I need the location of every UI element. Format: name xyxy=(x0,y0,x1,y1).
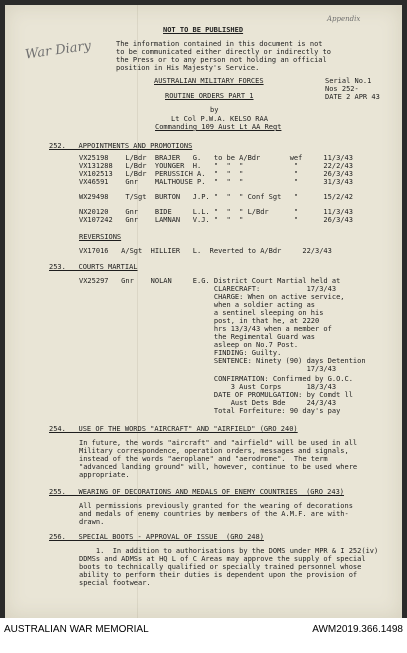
serial-nos: Nos 252- xyxy=(325,85,359,93)
section-252-heading: 252. APPOINTMENTS AND PROMOTIONS xyxy=(49,142,193,150)
notice-line: to be communicated either directly or indirectly to xyxy=(116,48,331,56)
document-page xyxy=(5,5,402,618)
section-256-line: 1. In addition to authorisations by the DOMS under MPR & I 252(iv) xyxy=(79,547,379,555)
notice-line: position in His Majesty's Service. xyxy=(116,64,260,72)
section-255-line: All permissions previously granted for the wearing of decorations xyxy=(79,502,353,510)
appointment-row: NX20120 Gnr BIDE L.L. " " " L/Bdr " 11/3/43 xyxy=(79,208,353,216)
court-martial-line: 17/3/43 xyxy=(79,365,337,373)
force-title: AUSTRALIAN MILITARY FORCES xyxy=(154,77,264,85)
court-martial-line: 3 Aust Corps 18/3/43 xyxy=(79,383,337,391)
reversion-row: VX17016 A/Sgt HILLIER L. Reverted to A/Bdr 22/3/43 xyxy=(79,247,332,255)
archive-accession-number: AWM2019.366.1498 xyxy=(312,624,403,635)
section-255-heading: 255. WEARING OF DECORATIONS AND MEDALS OF ENEMY COUNTRIES (GRO 243) xyxy=(49,488,345,496)
section-254-line: Military correspondence, operation orders, messages and signals, xyxy=(79,447,349,455)
appointment-row: VX46591 Gnr MALTHOUSE P. " " " " 31/3/43 xyxy=(79,178,353,186)
section-256-line: special footwear. xyxy=(79,579,151,587)
section-256-heading: 256. SPECIAL BOOTS - APPROVAL OF ISSUE (GRO 248) xyxy=(49,533,264,541)
section-254-heading: 254. USE OF THE WORDS "AIRCRAFT" AND "AIRFIELD" (GRO 240) xyxy=(49,425,298,433)
court-martial-line: asleep on No.7 Post. xyxy=(79,341,299,349)
court-martial-line: SENTENCE: Ninety (90) days Detention xyxy=(79,357,366,365)
appointment-row: VX102513 L/Bdr PERUSSICH A. " " " " 26/3/43 xyxy=(79,170,353,178)
serial-date: DATE 2 APR 43 xyxy=(325,93,380,101)
section-254-line: appropriate. xyxy=(79,471,130,479)
appointment-row: WX29498 T/Sgt BURTON J.P. " " " Conf Sgt " 15/2/42 xyxy=(79,193,353,201)
appointment-row: VX25198 L/Bdr BRAJER G. to be A/Bdr wef 11/3/43 xyxy=(79,154,353,162)
restriction-title: NOT TO BE PUBLISHED xyxy=(163,26,244,34)
court-martial-line: CHARGE: When on active service, xyxy=(79,293,345,301)
appointment-row: VX131288 L/Bdr YOUNGER H. " " " " 22/2/43 xyxy=(79,162,353,170)
orders-title: ROUTINE ORDERS PART 1 xyxy=(165,92,254,100)
appointment-row: VX107242 Gnr LAMNAN V.J. " " " " 26/3/43 xyxy=(79,216,353,224)
court-martial-line: a sentinel sleeping on his xyxy=(79,309,324,317)
notice-line: The information contained in this document is not xyxy=(116,40,323,48)
court-martial-line: DATE OF PROMULGATION: by Comdt ll xyxy=(79,391,353,399)
court-martial-line: hrs 13/3/43 when a member of xyxy=(79,325,332,333)
section-254-line: instead of the words "aeroplane" and "aerodrome". The term xyxy=(79,455,328,463)
court-martial-line: Total Forfeiture: 90 day's pay xyxy=(79,407,341,415)
court-martial-line: CLARECRAFT: 17/3/43 xyxy=(79,285,337,293)
section-256-line: DDMSs and ADMSs at HQ L of C Areas may approve the supply of special xyxy=(79,555,366,563)
archive-footer xyxy=(0,618,407,653)
section-254-line: In future, the words "aircraft" and "airfield" will be used in all xyxy=(79,439,358,447)
court-martial-line: when a soldier acting as xyxy=(79,301,316,309)
command-title: Commanding 109 Aust Lt AA Regt xyxy=(155,123,282,131)
section-253-heading: 253. COURTS MARTIAL xyxy=(49,263,138,271)
court-martial-line: FINDING: Guilty. xyxy=(79,349,282,357)
notice-line: the Press or to any person not holding an official xyxy=(116,56,327,64)
court-martial-line: VX25297 Gnr NOLAN E.G. District Court Martial held at xyxy=(79,277,341,285)
court-martial-line: the Regimental Guard was xyxy=(79,333,316,341)
court-martial-line: post, in that he, at 2220 xyxy=(79,317,320,325)
section-255-line: drawn. xyxy=(79,518,105,526)
by-label: by xyxy=(210,106,219,114)
court-martial-line: CONFIRMATION: Confirmed by G.O.C. xyxy=(79,375,353,383)
section-256-line: boots to technically qualified or specially trained personnel whose xyxy=(79,563,362,571)
court-martial-line: Aust Dets Bde 24/3/43 xyxy=(79,399,337,407)
section-256-line: ability to perform their duties is dependent upon the provision of xyxy=(79,571,358,579)
section-255-line: and medals of enemy countries by members of the A.M.F. are with- xyxy=(79,510,349,518)
section-254-line: "advanced landing ground" will, however, continue to be used where xyxy=(79,463,358,471)
war-diary-signature: War Diary xyxy=(24,38,92,63)
serial-number: Serial No.1 xyxy=(325,77,372,85)
appendix-annotation: Appendix xyxy=(327,15,361,23)
commanding-officer: Lt Col P.W.A. KELSO RAA xyxy=(171,115,268,123)
archive-name: AUSTRALIAN WAR MEMORIAL xyxy=(4,624,149,635)
reversions-heading: REVERSIONS xyxy=(79,233,122,241)
